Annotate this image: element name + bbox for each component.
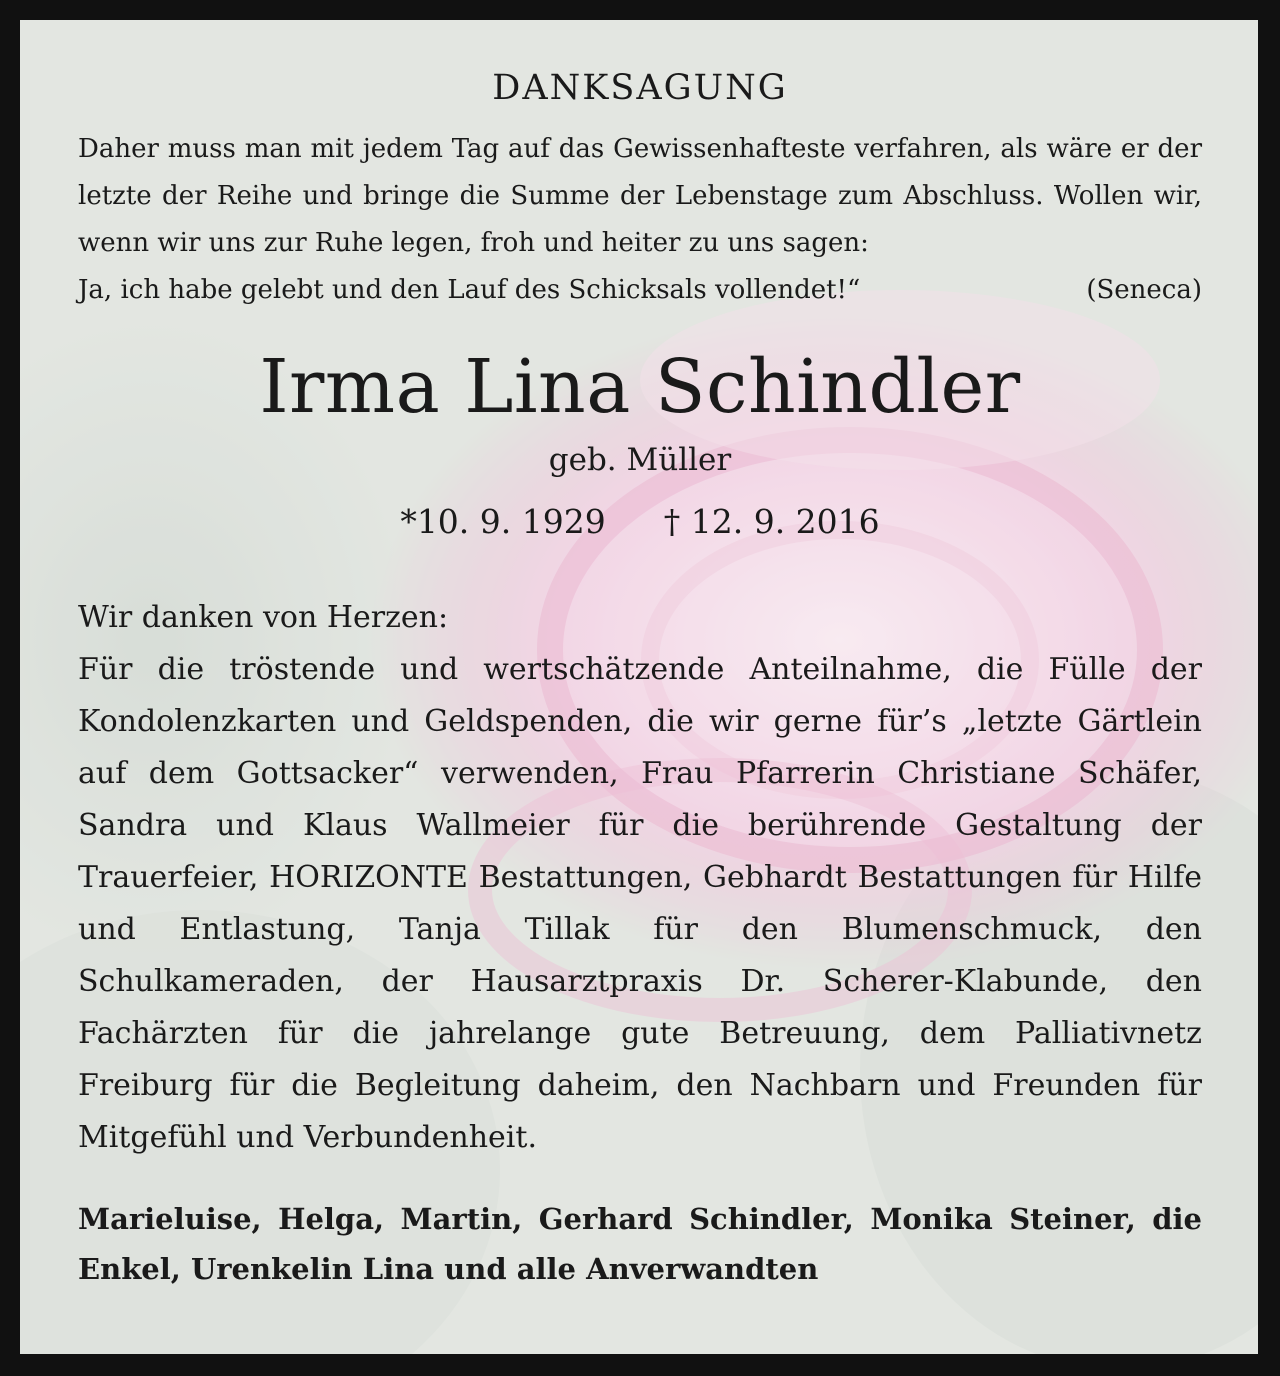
- thanks-intro: Wir danken von Herzen:: [78, 600, 449, 635]
- life-dates: [78, 500, 1202, 544]
- maiden-name: geb. Müller: [548, 442, 732, 478]
- family-signoff: Marieluise, Helga, Martin, Gerhard Schindler, Monika Steiner, die Enkel, Urenkelin Lina und alle Anverwandten: [78, 1202, 1202, 1286]
- notice-heading: DANKSAGUNG: [492, 68, 788, 108]
- quote-author: (Seneca): [1086, 275, 1202, 305]
- quote-last-line: [78, 267, 1202, 314]
- quote-text: Daher muss man mit jedem Tag auf das Gewissenhafteste verfahren, als wäre er der letzte der Reihe und bringe die Summe der Lebenstage zum Abschluss. Wollen wir, wenn wir uns zur Ruhe legen, froh und heiter zu uns sagen:: [78, 134, 1202, 258]
- obituary-notice: [20, 20, 1258, 1354]
- thanks-text: Für die tröstende und wertschätzende Anteilnahme, die Fülle der Kondolenzkarten und Geldspenden, die wir gerne für’s „letzte Gärtlein auf dem Gottsacker“ verwenden, Frau Pfarrerin Christiane Schäfer, Sandra und Klaus Wallmeier für die berührende Gestaltung der Trauerfeier, HORIZONTE Bestattungen, Gebhardt Bestattungen für Hilfe und Entlastung, Tanja Tillak für den Blumenschmuck, den Schulkameraden, der Hausarztpraxis Dr. Scherer-Klabunde, den Fachärzten für die jahrelange gute Betreuung, dem Palliativnetz Freiburg für die Begleitung daheim, den Nachbarn und Freunden für Mitgefühl und Verbundenheit.: [78, 652, 1202, 1155]
- notice-content: [78, 68, 1202, 1338]
- deceased-name: Irma Lina Schindler: [259, 344, 1021, 430]
- death-date: † 12. 9. 2016: [663, 502, 880, 541]
- quote-closing-line: Ja, ich habe gelebt und den Lauf des Schicksals vollendet!“: [78, 275, 861, 305]
- birth-date: *10. 9. 1929: [400, 502, 606, 541]
